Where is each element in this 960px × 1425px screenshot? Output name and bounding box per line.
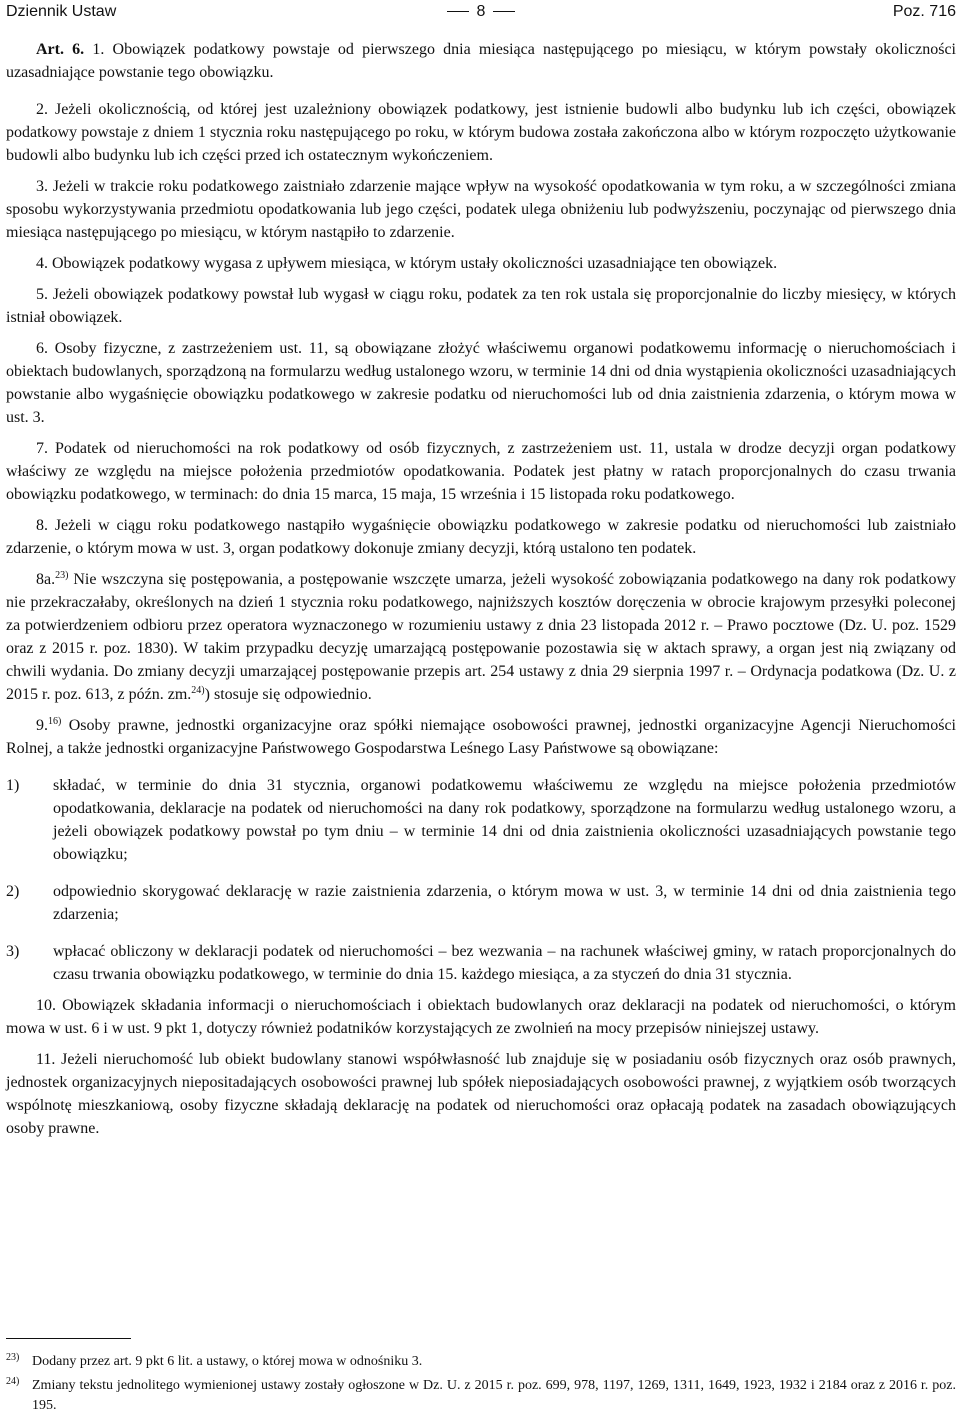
paragraph-8: 8. Jeżeli w ciągu roku podatkowego nastąpiło wygaśnięcie obowiązku podatkowego w zakresie podatku od nieruchomości lub zaistniało zdarzenie, o którym mowa w ust. 3, organ podatkowy dokonuje zmiany decyzji, którą ustalono ten podatek.	[6, 517, 956, 557]
article-body	[6, 38, 956, 1140]
article-label: Art. 6.	[36, 41, 85, 58]
page-number	[206, 0, 756, 23]
position-number: Poz. 716	[892, 3, 956, 20]
paragraph-6: 6. Osoby fizyczne, z zastrzeżeniem ust. 11, są obowiązane złożyć właściwemu organowi podatkowemu informację o nieruchomościach i obiektach budowlanych, sporządzoną na formularzu według ustalonego wzoru, w terminie 14 dni od dnia wystąpienia okoliczności uzasadniających powstanie albo wygaśnięcie obowiązku podatkowego w zakresie podatku od nieruchomości lub od dnia zaistnienia zdarzenia, o którym mowa w ust. 3.	[6, 340, 956, 426]
list-item-text: odpowiednio skorygować deklarację w razie zaistnienia zdarzenia, o którym mowa w ust. 3, w terminie 14 dni od dnia zaistnienia tego zdarzenia;	[53, 883, 956, 923]
paragraph-8a-label: 8a.	[36, 571, 56, 588]
paragraph-8a-text-end: ) stosuje się odpowiednio.	[204, 686, 372, 703]
footnote	[6, 1352, 956, 1372]
footnote-ref-24: 24)	[191, 685, 205, 696]
paragraph-8a	[6, 568, 956, 706]
paragraph-7: 7. Podatek od nieruchomości na rok podatkowy od osób fizycznych, z zastrzeżeniem ust. 11, ustala w drodze decyzji organ podatkowy właściwy ze względu na miejsce położenia przedmiotów opodatkowania. Podatek jest płatny w ratach proporcjonalnych do czasu trwania obowiązku podatkowego, w terminach: do dnia 15 marca, 15 maja, 15 września i 15 listopada roku podatkowego.	[6, 440, 956, 503]
dash-left	[447, 11, 469, 12]
publication-title: Dziennik Ustaw	[6, 3, 117, 20]
dash-right	[493, 11, 515, 12]
paragraph-5: 5. Jeżeli obowiązek podatkowy powstał lub wygasł w ciągu roku, podatek za ten rok ustala się proporcjonalnie do liczby miesięcy, w których istniał obowiązek.	[6, 286, 956, 326]
footnote	[6, 1376, 956, 1416]
footnotes	[6, 1352, 956, 1420]
paragraph-8a-text: Nie wszczyna się postępowania, a postępowanie wszczęte umarza, jeżeli wysokość zobowiązania podatkowego na dany rok podatkowy nie przekraczałaby, określonych na dzień 1 stycznia roku podatkowego, najniższych kosztów doręczenia w obrocie krajowym przesyłki poleconej za potwierdzeniem odbioru przez operatora wyznaczonego w rozumieniu ustawy z dnia 23 listopada 2012 r. – Prawo pocztowe (Dz. U. poz. 1529 oraz z 2015 r. poz. 1830). W takim przypadku decyzję umarzającą postępowanie pozostawia się w aktach sprawy, a organ jest nią związany od chwili wydania. Do zmiany decyzji umarzającej postępowanie przepis art. 254 ustawy z dnia 29 sierpnia 1997 r. – Ordynacja podatkowa (Dz. U. z 2015 r. poz. 613, z późn. zm.	[6, 571, 957, 703]
paragraph-1	[6, 38, 956, 84]
footnote-ref-23: 23)	[55, 570, 69, 581]
footnote-text: Zmiany tekstu jednolitego wymienionej ustawy zostały ogłoszone w Dz. U. z 2015 r. poz. 699, 978, 1197, 1269, 1311, 1649, 1923, 1932 i 2184 oraz z 2016 r. poz. 195.	[32, 1378, 956, 1413]
list-item-number: 1)	[6, 777, 20, 794]
page-number-value: 8	[476, 3, 486, 20]
list-item-number: 2)	[6, 883, 20, 900]
footnote-text: Dodany przez art. 9 pkt 6 lit. a ustawy, o której mowa w odnośniku 3.	[32, 1354, 423, 1369]
list-item	[6, 774, 956, 866]
list-item-text: wpłacać obliczony w deklaracji podatek od nieruchomości – bez wezwania – na rachunek właściwej gminy, w ratach proporcjonalnych do czasu trwania obowiązku podatkowego, w terminie do dnia 15. każdego miesiąca, a za styczeń do dnia 31 stycznia.	[53, 943, 956, 983]
paragraph-1-text: 1. Obowiązek podatkowy powstaje od pierwszego dnia miesiąca następującego po miesiącu, w którym powstały okoliczności uzasadniające powstanie tego obowiązku.	[6, 41, 957, 81]
paragraph-10: 10. Obowiązek składania informacji o nieruchomościach i obiektach budowlanych oraz deklaracji na podatek od nieruchomości, o którym mowa w ust. 6 i w ust. 9 pkt 1, dotyczy również podatników korzystających ze zwolnień na mocy przepisów niniejszej ustawy.	[6, 997, 956, 1037]
footnote-ref-16: 16)	[48, 716, 62, 727]
paragraph-2: 2. Jeżeli okolicznością, od której jest uzależniony obowiązek podatkowy, jest istnienie budowli albo budynku lub ich części, obowiązek podatkowy powstaje z dniem 1 stycznia roku następującego po roku, w którym budowa została zakończona albo w którym rozpoczęto użytkowanie budowli albo budynku lub ich części przed ich ostatecznym wykończeniem.	[6, 101, 956, 164]
list-item	[6, 880, 956, 926]
footnote-number: 23)	[6, 1352, 20, 1363]
list-item-number: 3)	[6, 943, 20, 960]
paragraph-9-label: 9.	[36, 717, 48, 734]
page-header	[6, 0, 956, 24]
paragraph-11: 11. Jeżeli nieruchomość lub obiekt budowlany stanowi współwłasność lub znajduje się w posiadaniu osób fizycznych oraz osób prawnych, jednostek organizacyjnych niepositadających osobowości prawnej lub spółek nieposiadających osobowości prawnej, z wyjątkiem osób tworzących wspólnotę mieszkaniową, osoby fizyczne składają deklarację na podatek od nieruchomości oraz opłacają podatek na zasadach obowiązujących osoby prawne.	[6, 1051, 956, 1137]
paragraph-3: 3. Jeżeli w trakcie roku podatkowego zaistniało zdarzenie mające wpływ na wysokość opodatkowania w tym roku, a w szczególności zmiana sposobu wykorzystywania przedmiotu opodatkowania lub jego części, podatek ulega obniżeniu lub podwyższeniu, poczynając od pierwszego dnia miesiąca następującego po miesiącu, w którym nastąpiło to zdarzenie.	[6, 178, 956, 241]
paragraph-9	[6, 714, 956, 760]
list-item	[6, 940, 956, 986]
footnote-number: 24)	[6, 1376, 20, 1387]
paragraph-4: 4. Obowiązek podatkowy wygasa z upływem miesiąca, w którym ustały okoliczności uzasadniające ten obowiązek.	[36, 255, 778, 272]
footnote-divider	[6, 1338, 131, 1339]
list-item-text: składać, w terminie do dnia 31 stycznia, organowi podatkowemu właściwemu ze względu na miejsce położenia przedmiotów opodatkowania, deklaracje na podatek od nieruchomości na dany rok podatkowy, sporządzone na formularzu według ustalonego wzoru, a jeżeli obowiązek podatkowy powstał po tym dniu – w terminie 14 dni od dnia zaistnienia okoliczności uzasadniających powstanie tego obowiązku;	[53, 777, 956, 863]
paragraph-9-text: Osoby prawne, jednostki organizacyjne oraz spółki niemające osobowości prawnej, jednostki organizacyjne Agencji Nieruchomości Rolnej, a także jednostki organizacyjne Państwowego Gospodarstwa Leśnego Lasy Państwowe są obowiązane:	[6, 717, 957, 757]
